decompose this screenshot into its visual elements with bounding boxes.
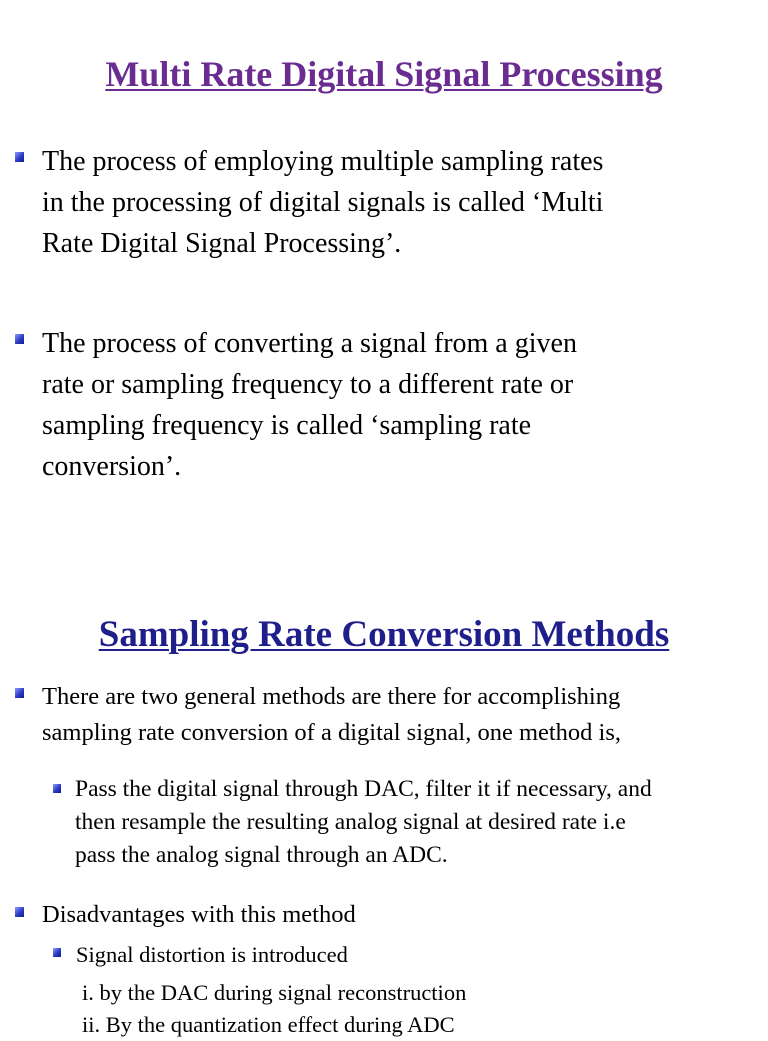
slide1-bullet-1-line-2: in the processing of digital signals is called ‘Multi	[42, 187, 604, 218]
slide2-disadvantage-item-1: i. by the DAC during signal reconstruction	[82, 980, 467, 1005]
slide2-intro-line-2: sampling rate conversion of a digital signal, one method is,	[42, 719, 622, 746]
square-bullet-icon	[15, 334, 24, 344]
slide2-disadvantage-item-2: ii. By the quantization effect during ADC	[82, 1012, 455, 1037]
slide2-title: Sampling Rate Conversion Methods	[98, 614, 670, 655]
slide1-bullet-1-line-1: The process of employing multiple sampling rates	[42, 146, 604, 177]
square-bullet-icon	[53, 948, 61, 957]
slide1-bullet-2-line-2: rate or sampling frequency to a different rate or	[42, 369, 574, 400]
slide2-method-line-2: then resample the resulting analog signal at desired rate i.e	[75, 809, 626, 835]
slide1-bullet-2-line-1: The process of converting a signal from a given	[42, 328, 577, 359]
square-bullet-icon	[15, 688, 24, 698]
square-bullet-icon	[53, 784, 61, 793]
slide1-bullet-1	[42, 141, 603, 264]
slide2-method-line-3: pass the analog signal through an ADC.	[75, 842, 448, 868]
slide2-disadvantages-sub-text: Signal distortion is introduced	[76, 942, 348, 967]
slide2-disadvantages-items	[82, 977, 466, 1041]
square-bullet-icon	[15, 152, 24, 162]
slide1-title: Multi Rate Digital Signal Processing	[105, 54, 663, 94]
slide2-disadvantages-label	[42, 897, 356, 933]
slide1-bullet-2-line-3: sampling frequency is called ‘sampling rate	[42, 410, 532, 441]
slide2-intro	[42, 679, 621, 751]
slide1-bullet-1-line-3: Rate Digital Signal Processing’.	[42, 228, 402, 259]
slide1-bullet-2-line-4: conversion’.	[42, 451, 182, 482]
square-bullet-icon	[15, 907, 24, 917]
slide2-intro-line-1: There are two general methods are there for accomplishing	[42, 683, 621, 710]
slide2-method-line-1: Pass the digital signal through DAC, filter it if necessary, and	[75, 776, 652, 802]
slide2-disadvantages-sub	[76, 939, 348, 971]
slide2-disadvantages-text: Disadvantages with this method	[42, 901, 356, 928]
slide2-method	[75, 773, 652, 872]
slide1-bullet-2	[42, 323, 577, 487]
